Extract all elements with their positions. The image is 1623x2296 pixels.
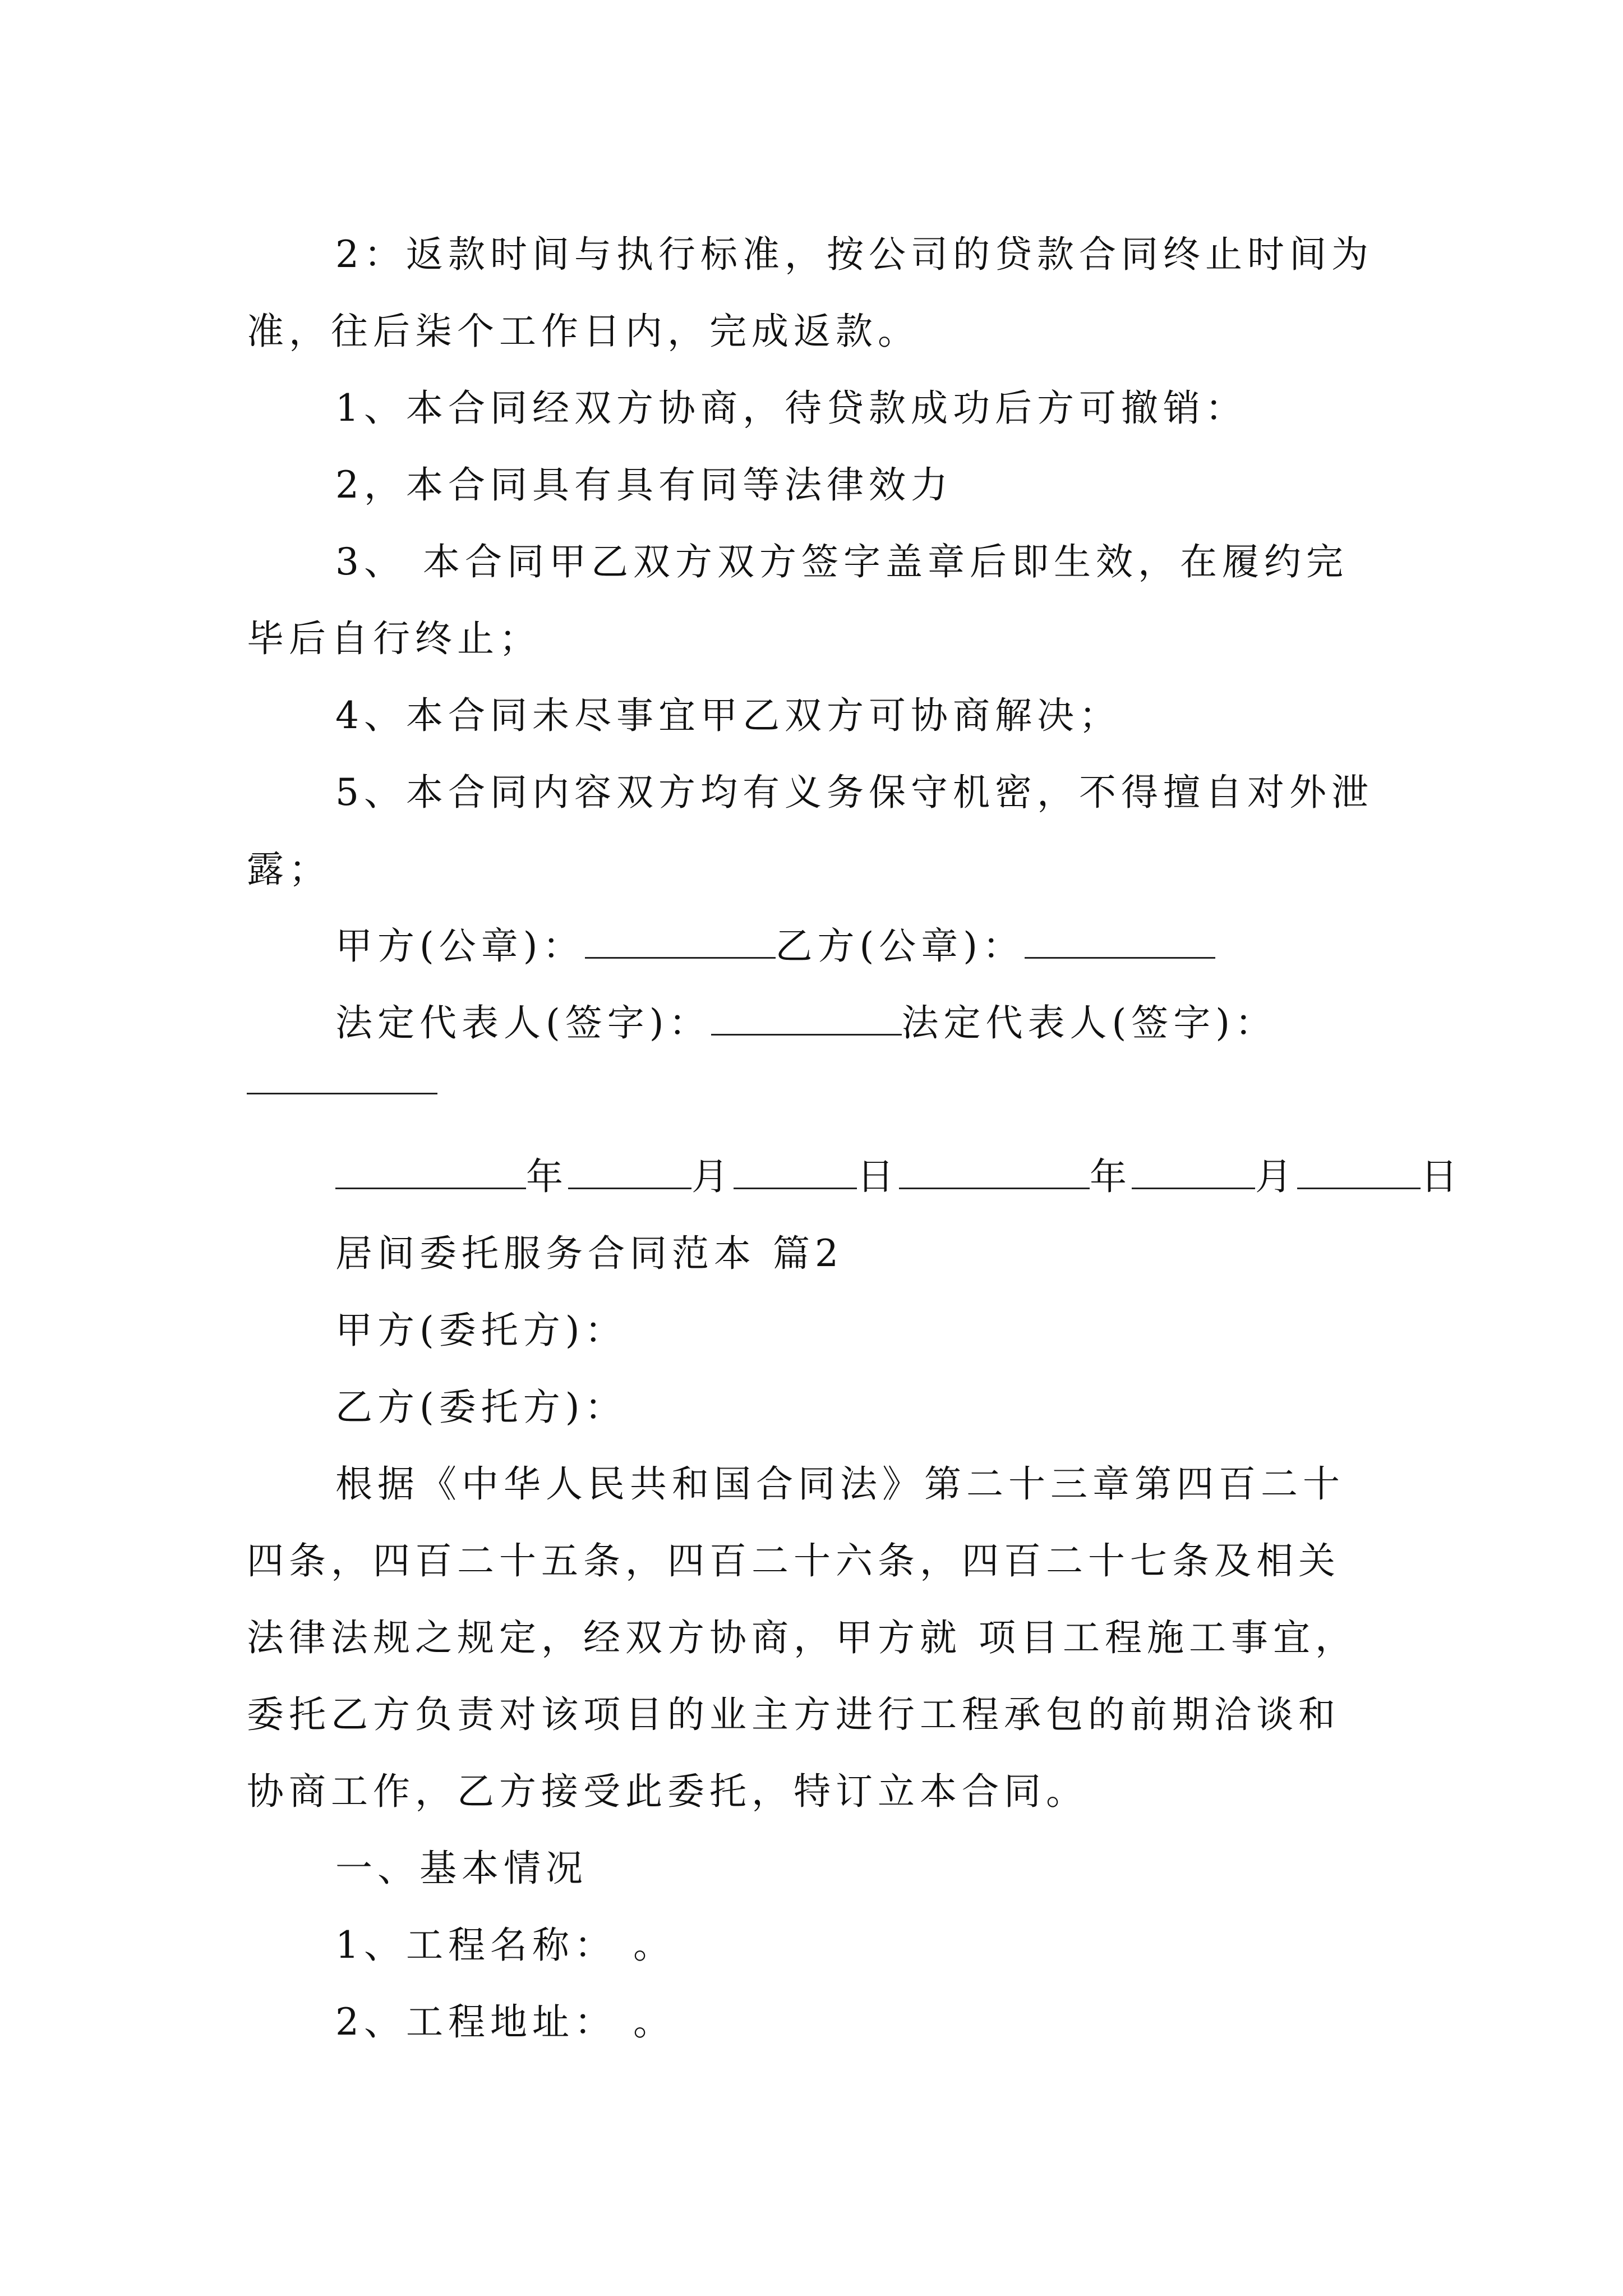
party-a-seal-blank (585, 920, 776, 959)
project-address-item: 2、工程地址： 。 (335, 2000, 675, 2044)
party-a-seal-label: 甲方(公章)： (335, 924, 585, 968)
project-name-item: 1、工程名称： 。 (335, 1924, 675, 1967)
legal-rep-a-blank (711, 997, 902, 1036)
party-b-seal-label: 乙方(公章)： (775, 924, 1025, 968)
clause-2: 2，本合同具有具有同等法律效力 (335, 463, 953, 507)
date-b-day-label: 日 (1421, 1155, 1463, 1198)
party-b-entrusting: 乙方(委托方)： (335, 1386, 627, 1429)
date-a-day-label: 日 (857, 1155, 899, 1198)
clause-1: 1、本合同经双方协商，待贷款成功后方可撤销： (335, 386, 1247, 430)
legal-rep-a-label: 法定代表人(签字)： (335, 1001, 711, 1045)
legal-rep-b-label: 法定代表人(签字)： (901, 1001, 1277, 1045)
date-b-day-blank (1297, 1151, 1421, 1189)
preamble-paragraph: 根据《中华人民共和国合同法》第二十三章第四百二十四条，四百二十五条，四百二十六条，四百二十七条及相关法律法规之规定，经双方协商，甲方就 项目工程施工事宜，委托乙方负责对该项目的业主方进行工程承包的前期洽谈和协商工作，乙方接受此委托，特订立本合同。 (247, 1462, 1357, 1813)
date-a-month-blank (568, 1151, 691, 1189)
party-a-entrusting: 甲方(委托方)： (335, 1309, 627, 1352)
party-b-seal-blank (1025, 920, 1215, 959)
date-b-year-label: 年 (1090, 1155, 1132, 1198)
date-a-year-blank (335, 1151, 526, 1189)
clause-3: 3、 本合同甲乙双方双方签字盖章后即生效，在履约完毕后自行终止； (247, 540, 1348, 660)
legal-rep-b-blank (247, 1061, 1380, 1138)
paragraph-refund-time: 2：返款时间与执行标准，按公司的贷款合同终止时间为准，往后柒个工作日内，完成返款。 (247, 233, 1373, 353)
date-a-year-label: 年 (526, 1155, 568, 1198)
date-b-month-blank (1132, 1151, 1255, 1189)
date-b-year-blank (899, 1151, 1090, 1189)
legal-rep-line (247, 984, 1380, 1061)
date-line (247, 1138, 1463, 1215)
date-a-month-label: 月 (691, 1155, 734, 1198)
document-body (247, 216, 1463, 2060)
date-a-day-blank (734, 1151, 857, 1189)
section-title: 居间委托服务合同范本 篇2 (335, 1232, 843, 1275)
seal-line (247, 908, 1380, 984)
clause-4: 4、本合同未尽事宜甲乙双方可协商解决； (335, 694, 1121, 737)
clause-5: 5、本合同内容双方均有义务保守机密，不得擅自对外泄露； (247, 771, 1373, 891)
date-b-month-label: 月 (1255, 1155, 1297, 1198)
heading-basic-info: 一、基本情况 (335, 1847, 588, 1890)
